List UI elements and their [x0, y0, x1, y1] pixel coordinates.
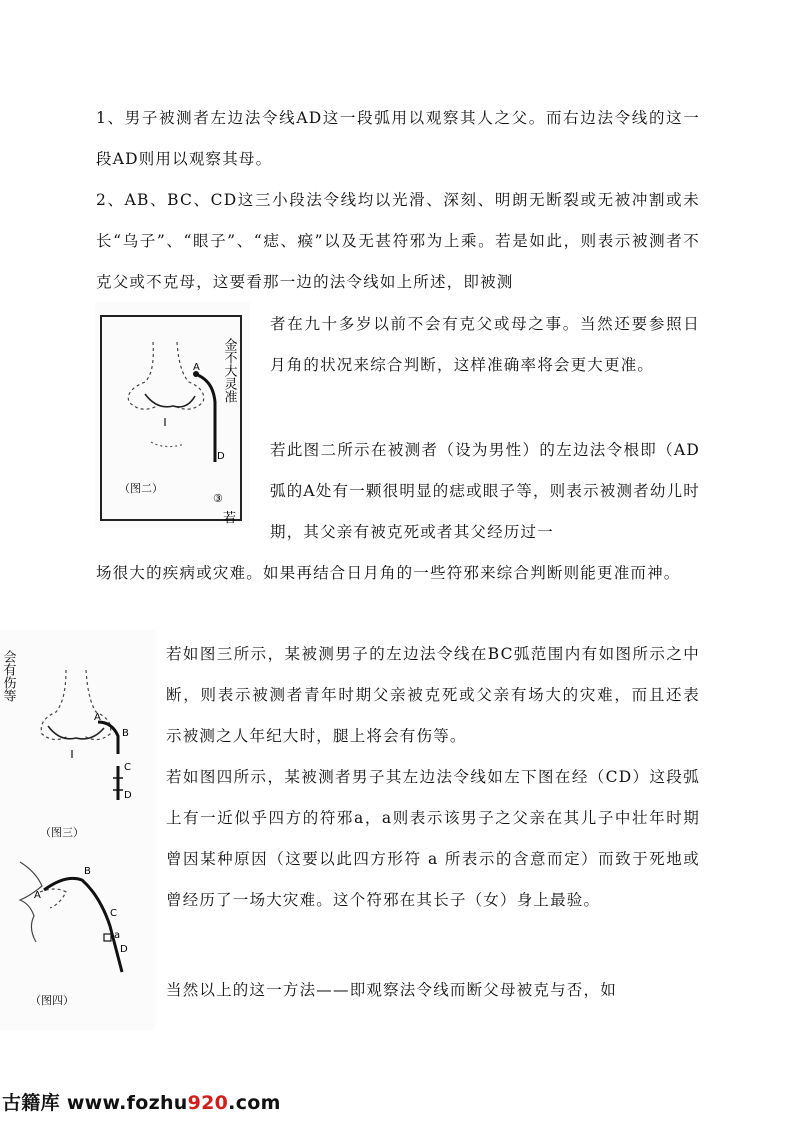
paragraph-1: 1、男子被测者左边法令线AD这一段弧用以观察其人之父。而右边法令线的这一段AD则用以观察其母。: [96, 109, 700, 168]
figure-4-face-profile-diagram: [0, 842, 155, 1030]
fig4-caption: （图四）: [30, 994, 74, 1007]
fig2-corner-mark: 若: [223, 511, 237, 526]
fig3-label-d: D: [124, 790, 132, 801]
figure-2-nose-diagram: [95, 302, 250, 528]
fig3-handwriting: 会有伤等: [0, 650, 16, 702]
footer-suffix: .com: [228, 1092, 281, 1114]
footer-prefix: 古籍库 www.fozhu: [2, 1092, 188, 1114]
paragraph-6: 若如图四所示，某被测者男子其左边法令线如左下图在经（CD）这段弧上有一近似乎四方的符邪a，a则表示该男子之父亲在其儿子中壮年时期曾因某种原因（这要以此四方形符 a 所表示的含意而定）而致于死地或曾经历了一场大灾难。这个符邪在其长子（女）身上最验。: [166, 768, 700, 909]
paragraph-4: 若此图二所示在被测者（设为男性）的左边法令根即（AD弧的A处有一颗很明显的痣或眼子等，则表示被测者幼儿时期，其父亲有被克死或者其父经历过一: [270, 441, 700, 541]
paragraph-7: 当然以上的这一方法——即观察法令线而断父母被克与否，如: [166, 981, 617, 999]
fig3-label-a: A: [94, 712, 101, 723]
figure-3-drawing: [0, 630, 155, 842]
footer-accent: 920: [187, 1092, 229, 1114]
paragraph-3: 者在九十多岁以前不会有克父或母之事。当然还要参照日月角的状况来综合判断，这样准确率将会更大更准。: [270, 315, 700, 374]
fig3-label-c: C: [124, 762, 131, 773]
fig4-label-d: D: [120, 944, 128, 955]
figure-3-nose-diagram: [0, 630, 155, 842]
fig2-label-d: D: [217, 451, 225, 462]
fig3-caption: （图三）: [40, 826, 84, 839]
figure-2-drawing: [95, 302, 250, 528]
fig3-label-b: B: [122, 728, 129, 739]
fig4-label-c: C: [110, 908, 117, 919]
fig4-label-a: A: [34, 890, 41, 901]
fig2-caption: （图二）: [119, 482, 163, 495]
site-footer: [2, 1088, 281, 1115]
paragraph-5: 若如图三所示，某被测男子的左边法令线在BC弧范围内有如图所示之中断，则表示被测者青年时期父亲被克死或父亲有场大的灾难，而且还表示被测之人年纪大时，腿上将会有伤等。: [166, 645, 700, 745]
paragraph-2: 2、AB、BC、CD这三小段法令线均以光滑、深刻、明朗无断裂或无被冲割或未长“乌子”、“眼子”、“痣、瘊”以及无甚符邪为上乘。若是如此，则表示被测者不克父或不克母，这要看那一边的法令线如上所述，即被测: [96, 191, 700, 291]
figure-4-drawing: [0, 842, 155, 1030]
fig2-handwriting: 金不大灵准: [221, 338, 237, 403]
fig4-label-square: a: [114, 930, 121, 941]
fig4-label-b: B: [84, 866, 91, 877]
fig2-label-a: A: [193, 362, 200, 373]
paragraph-4-continued: 场很大的疾病或灾难。如果再结合日月角的一些符邪来综合判断则能更准而神。: [96, 564, 681, 582]
fig2-circled-mark: ③: [213, 492, 223, 505]
